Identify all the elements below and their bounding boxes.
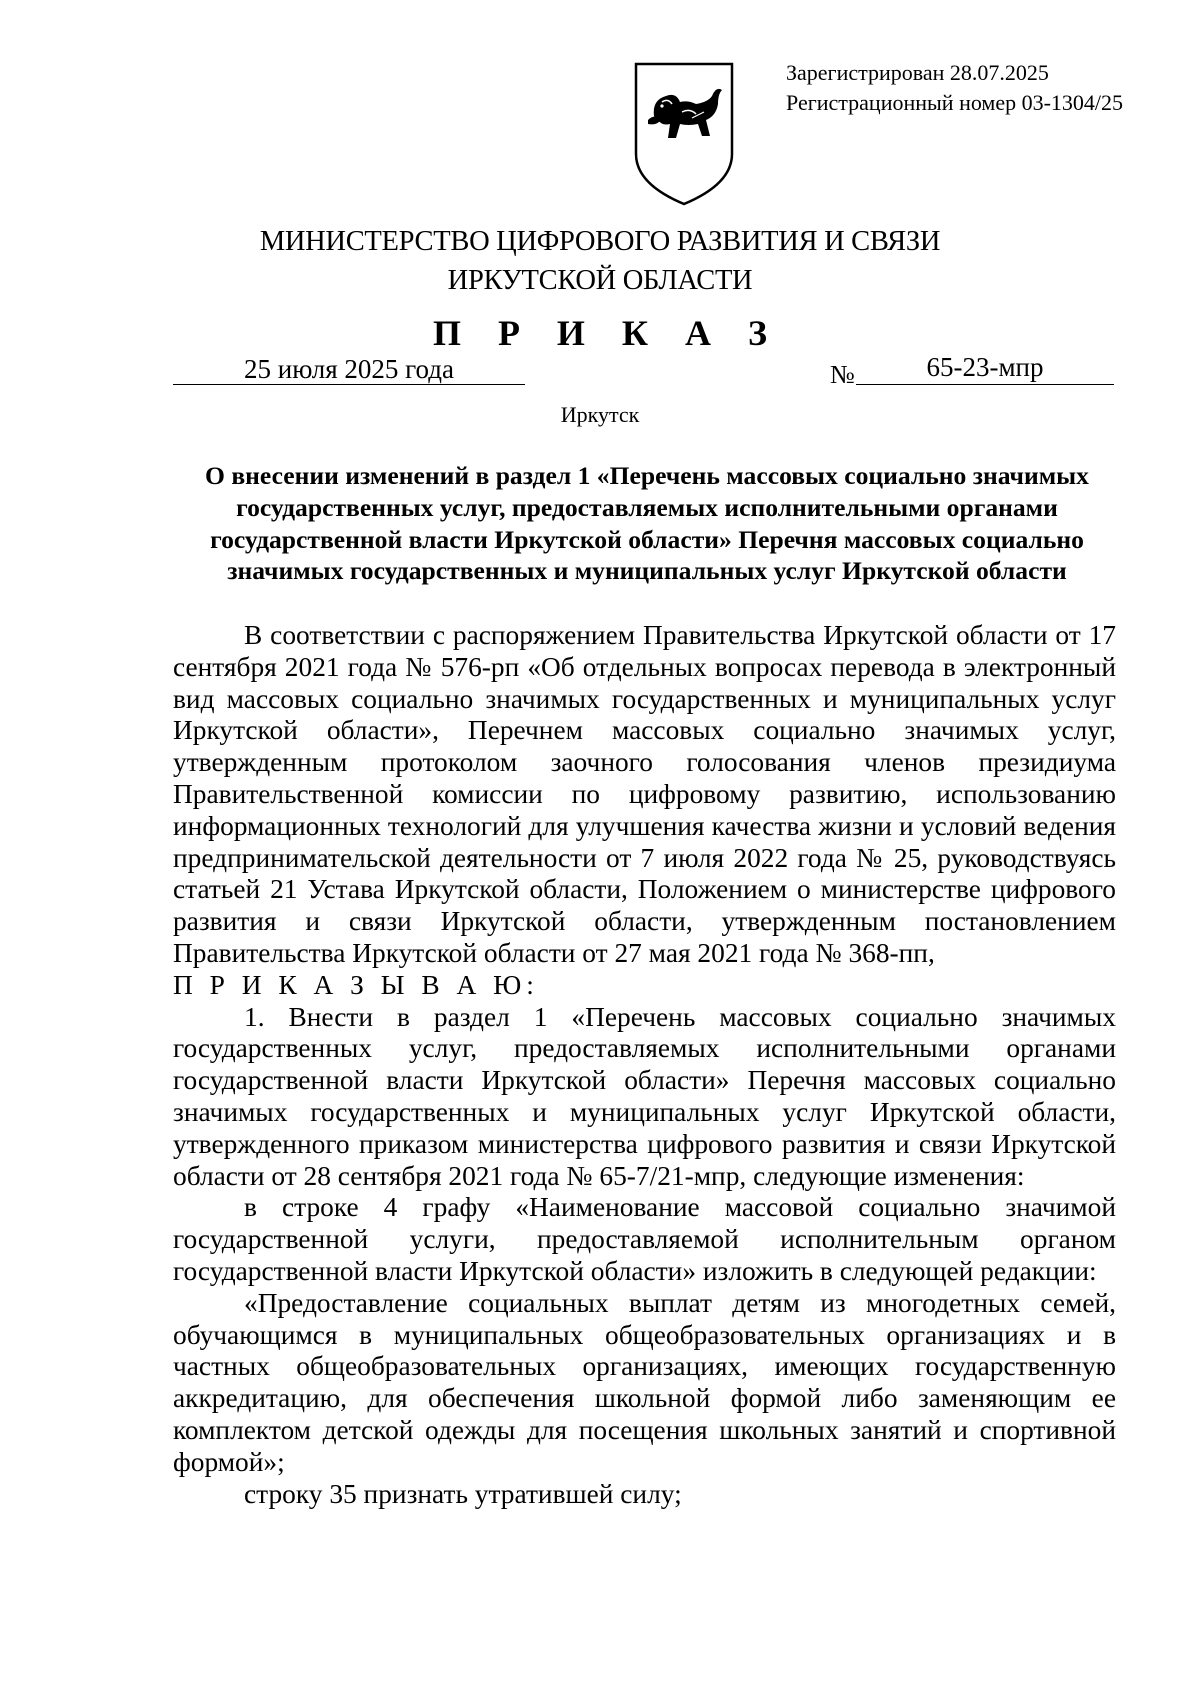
item-1-paragraph: 1. Внести в раздел 1 «Перечень массовых социально значимых государственных услуг, предоставляемых исполнительными органами государственной власти Иркутской области» Перечня массовых социально значимых государственных и муниципальных услуг Иркутской области, утвержденного приказом министерства цифрового развития и связи Иркутской области от 28 сентября 2021 года № 65-7/21-мпр, следующие изменения:	[173, 1001, 1116, 1191]
number-sign: №	[830, 360, 855, 389]
registration-date: Зарегистрирован 28.07.2025	[786, 60, 1049, 85]
document-title: О внесении изменений в раздел 1 «Перечень массовых социально значимых государственных услуг, предоставляемых исполнительными органами государственной власти Иркутской области» Перечня массовых социально значимых государственных и муниципальных услуг Иркутской области	[205, 461, 1089, 586]
number-underline	[856, 384, 1114, 385]
order-date: 25 июля 2025 года	[244, 354, 454, 384]
document-body	[173, 620, 1116, 1510]
document-type: П Р И К А З	[432, 313, 782, 353]
change-1-paragraph: в строке 4 графу «Наименование массовой социально значимой государственной услуги, предоставляемой исполнительным органом государственной власти Иркутской области» изложить в следующей редакции:	[173, 1192, 1116, 1286]
city: Иркутск	[560, 402, 640, 427]
change-2-paragraph: строку 35 признать утратившей силу;	[244, 1478, 682, 1509]
preamble-paragraph: В соответствии с распоряжением Правительства Иркутской области от 17 сентября 2021 года № 576-рп «Об отдельных вопросах перевода в электронный вид массовых социально значимых государственных и муниципальных услуг Иркутской области», Перечнем массовых социально значимых услуг, утвержденным протоколом заочного голосования членов президиума Правительственной комиссии по цифровому развитию, использованию информационных технологий для улучшения качества жизни и условий ведения предпринимательской деятельности от 7 июля 2022 года № 25, руководствуясь статьей 21 Устава Иркутской области, Положением о министерстве цифрового развития и связи Иркутской области, утвержденным постановлением Правительства Иркутской области от 27 мая 2021 года № 368-пп,	[173, 620, 1116, 968]
ministry-header	[0, 222, 1200, 300]
ministry-name-line2: ИРКУТСКОЙ ОБЛАСТИ	[447, 265, 753, 296]
date-underline	[173, 384, 525, 385]
quote-paragraph: «Предоставление социальных выплат детям из многодетных семей, обучающимся в муниципальных общеобразовательных организациях и в частных общеобразовательных организациях, имеющих государственную аккредитацию, для обеспечения школьной формой либо заменяющим ее комплектом детской одежды для посещения школьных занятий и спортивной формой»;	[173, 1287, 1116, 1477]
registration-number: Регистрационный номер 03-1304/25	[786, 90, 1124, 115]
order-word: П Р И К А З Ы В А Ю:	[173, 969, 539, 1000]
order-number: 65-23-мпр	[926, 352, 1044, 382]
coat-of-arms-icon	[632, 60, 736, 208]
ministry-name-line1: МИНИСТЕРСТВО ЦИФРОВОГО РАЗВИТИЯ И СВЯЗИ	[259, 226, 941, 257]
registration-block	[786, 58, 1123, 118]
